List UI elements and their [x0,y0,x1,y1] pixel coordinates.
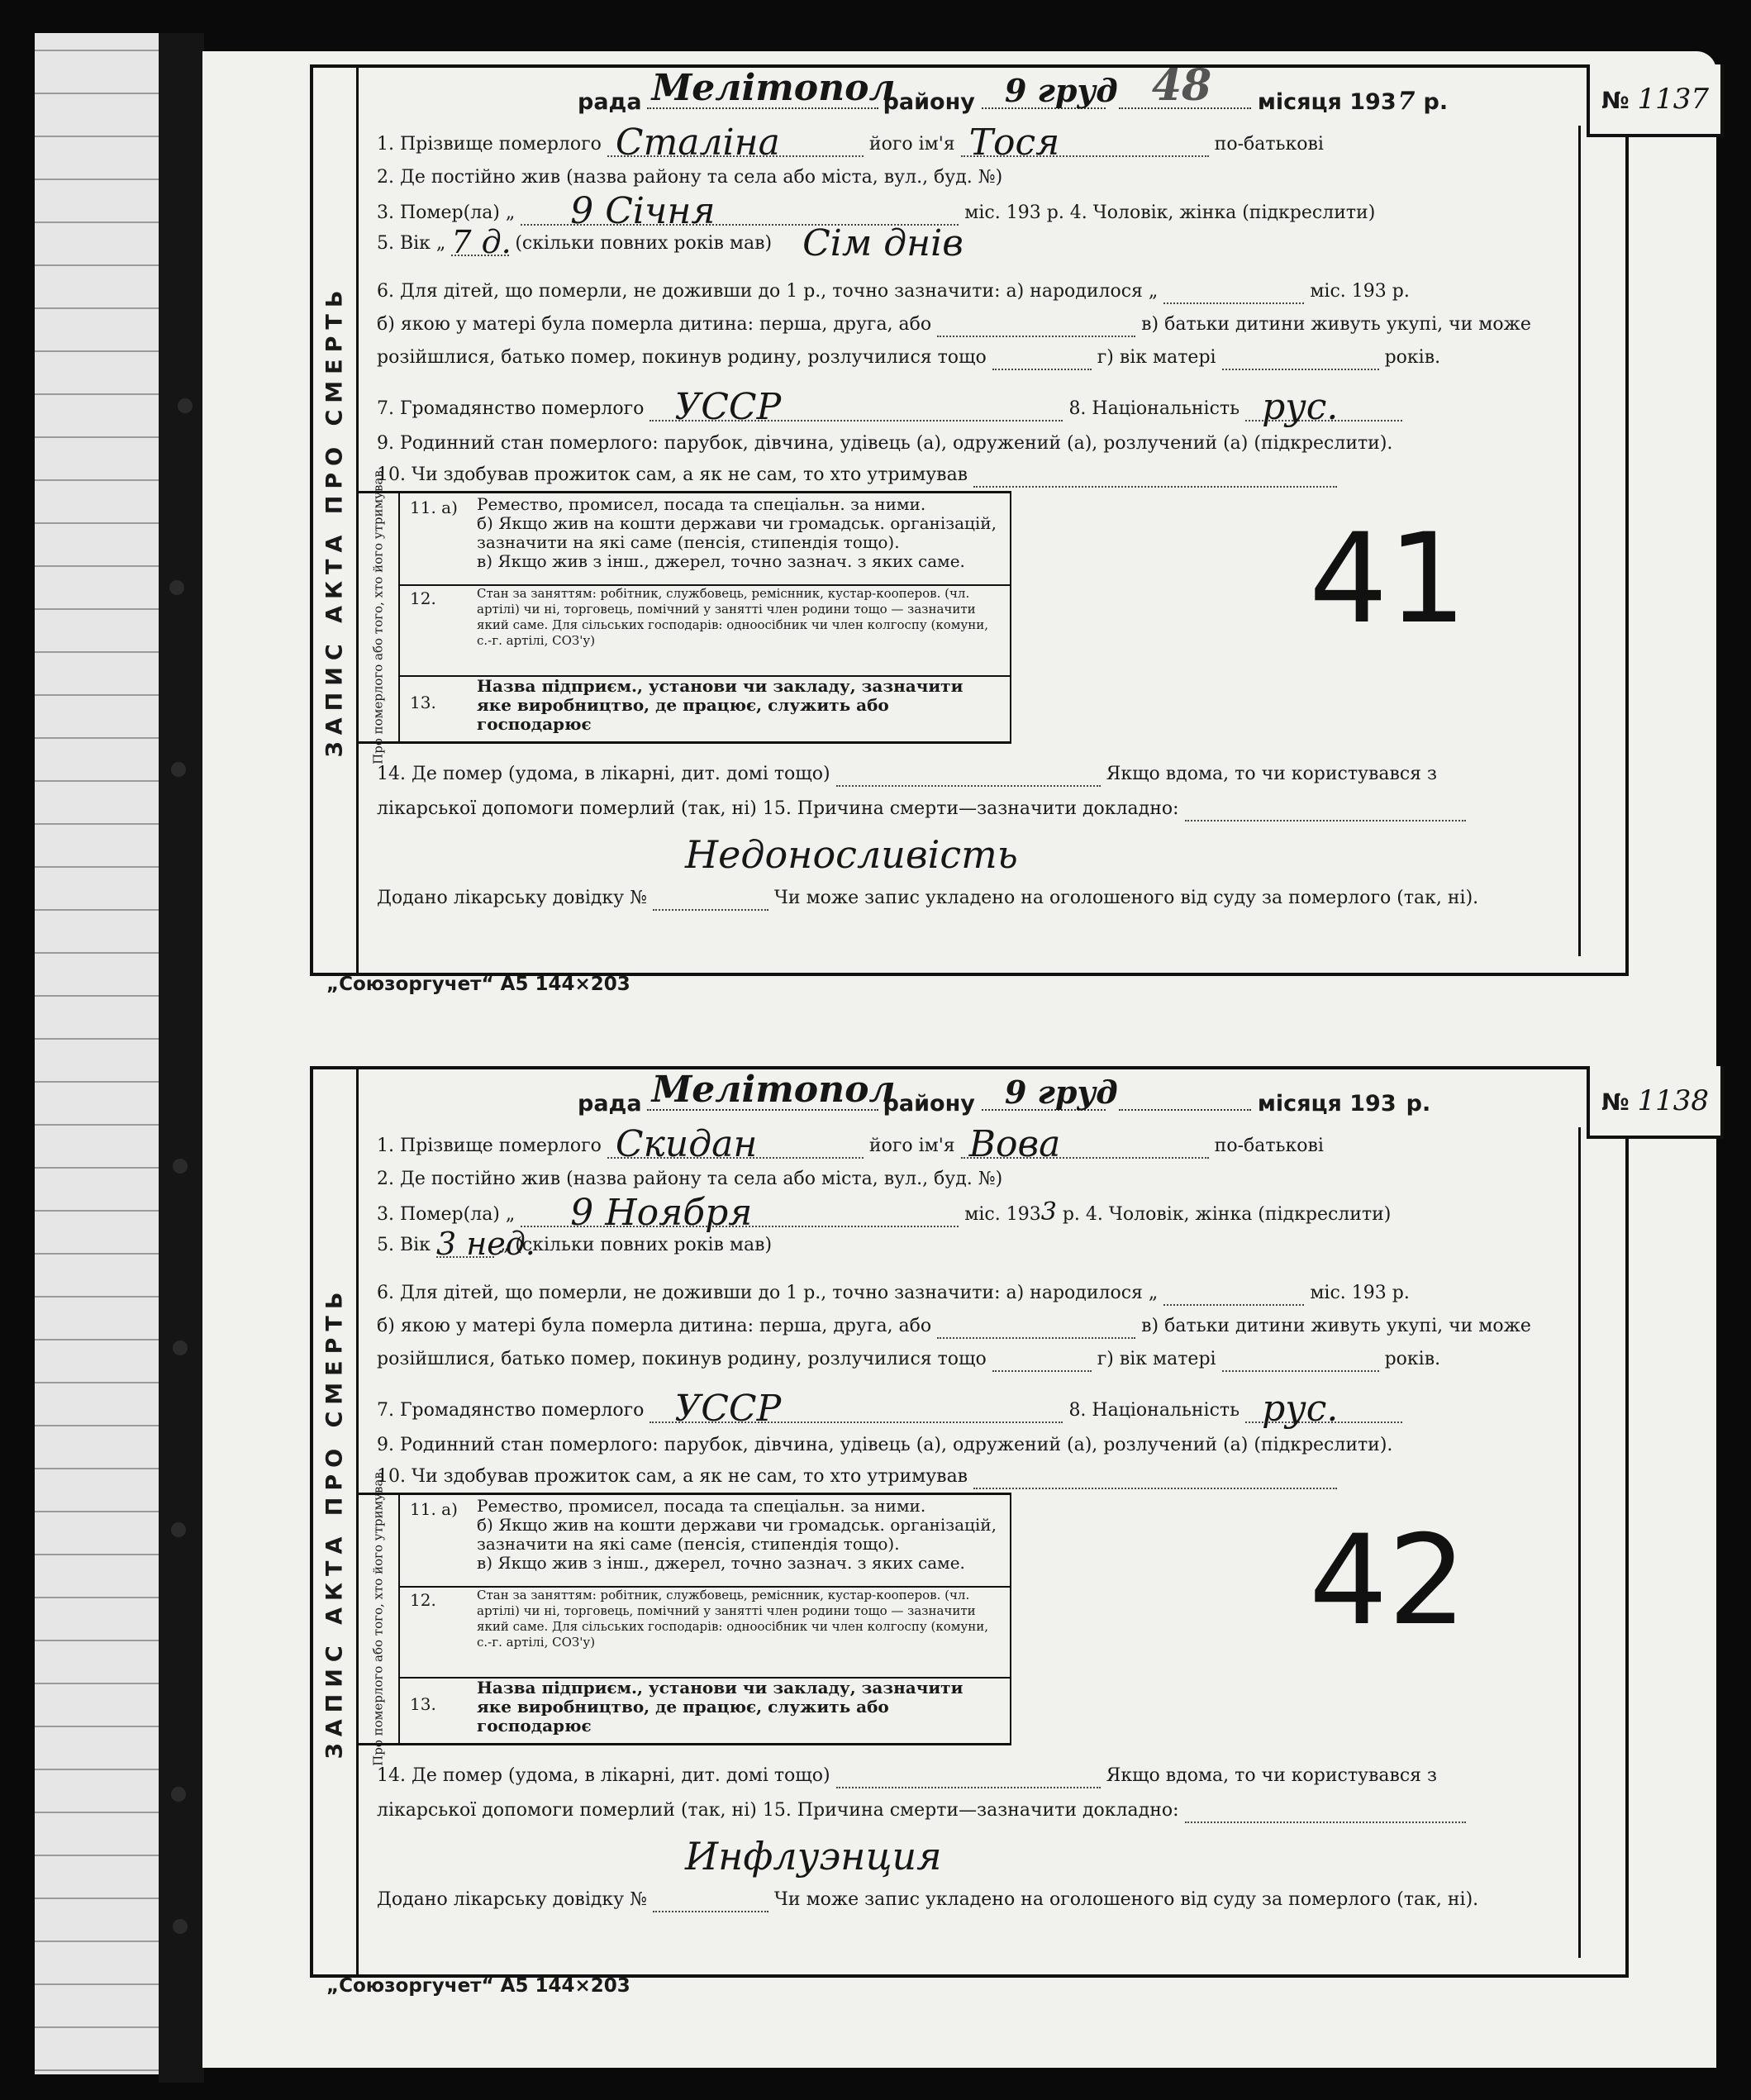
rada-label: рада [578,89,642,115]
place-of-death-field[interactable] [836,765,1101,787]
field-13-text: Назва підприєм., установи чи закладу, зазначити яке виробництво, де працює, служить або господарює [477,676,964,734]
infant-birth-field[interactable] [1163,1284,1304,1306]
surname-field[interactable] [607,1123,864,1165]
home-care-label: Якщо вдома, то чи користувався з [1106,764,1438,784]
field-6a [377,1281,1562,1306]
r-label: р. [1423,89,1449,115]
infant-birth-end: міс. 193 р. [1310,1283,1410,1303]
register-entry-number: 42 [1309,1509,1467,1653]
residence-label: 2. Де постійно жив (назва району та села або міста, вул., буд. №) [377,1169,1003,1189]
patronymic-label: по-батькові [1214,1136,1324,1156]
occupation-side-label: Про померлого або того, хто його утримував [370,1472,386,1766]
ruled-line [35,780,159,782]
ruled-line [35,1210,159,1212]
punch-hole [173,1340,188,1355]
ruled-line [35,1597,159,1598]
birth-order-field[interactable] [937,316,1135,337]
nationality-field[interactable] [1245,1388,1402,1430]
raion-label: району [883,89,975,115]
age-extra-value: Сім днів [802,222,964,264]
surname-value: Скидан [615,1123,758,1165]
form-body [356,121,1581,956]
field-7 [377,1388,1562,1430]
ruled-line [35,522,159,524]
field-12 [398,1586,1010,1679]
field-13-text: Назва підприєм., установи чи закладу, зазначити яке виробництво, де працює, служить або господарює [477,1678,964,1736]
infant-birth-field[interactable] [1163,283,1304,304]
citizenship-field[interactable] [649,1388,1063,1430]
ruled-line [35,608,159,610]
ruled-line [35,1468,159,1469]
nationality-field[interactable] [1245,386,1402,428]
ruled-line [35,1855,159,1856]
nationality-value: рус. [1262,1388,1339,1430]
marital-label: 9. Родинний стан померлого: парубок, дівчина, удівець (а), одружений (а), розлучений (а) (підкреслити). [377,1435,1393,1455]
ruled-line [35,350,159,352]
field-13-number: 13. [410,693,436,712]
field-6a [377,279,1562,304]
cause-of-death-value: Недоносливість [685,832,1018,877]
death-date-value: 9 Січня [570,190,716,232]
ruled-line [35,823,159,825]
ruled-line [35,1683,159,1684]
age-field[interactable] [435,1226,535,1262]
ruled-line [35,2026,159,2028]
residence-label: 2. Де постійно жив (назва району та села або міста, вул., буд. №) [377,167,1003,188]
ruled-line [35,1038,159,1040]
year-value: 7 [1397,87,1416,116]
death-record-form [310,1066,1629,1978]
age-field[interactable] [451,224,512,260]
ruled-line [35,909,159,911]
record-number-label: № [1601,87,1630,114]
certificate-label: Додано лікарську довідку № [377,1889,647,1910]
nationality-label: 8. Національність [1068,398,1240,419]
citizenship-label: 7. Громадянство померлого [377,1400,645,1421]
record-number-value: 1137 [1637,83,1709,116]
surname-value: Сталіна [615,121,780,164]
raion-field[interactable] [982,72,1118,109]
punch-hole [171,762,186,777]
support-field[interactable] [973,1468,1337,1489]
form-header [578,60,1449,116]
ruled-line [35,221,159,223]
death-date-label: 3. Помер(ла) „ [377,1204,516,1225]
nationality-value: рус. [1262,386,1339,428]
ruled-line [35,1554,159,1555]
mother-age-field[interactable] [1222,1350,1379,1372]
field-6c [377,1347,1562,1372]
death-date-label: 3. Помер(ла) „ [377,202,516,223]
field-3 [377,190,1562,232]
field-12-number: 12. [410,1590,436,1610]
cause-label: лікарської допомоги померлий (так, ні) 15. Причина смерти—зазначити докладно: [377,1800,1179,1821]
record-number-box [1587,64,1724,137]
field-12-text: Стан за заняттям: робітник, службовець, реміснник, кустар-кооперов. (чл. артілі) чи ні, торговець, помічний у занятті член родини тощо — зазначити який саме. Для сільських господарів: одноосібник чи член колгоспу (комуни, с.-г. артілі, СОЗ'у) [477,1588,988,1650]
punch-hole [173,1159,188,1174]
parents-status-label: розійшлися, батько помер, покинув родину, розлучилися тощо [377,1349,987,1369]
citizenship-value: УССР [674,386,782,428]
field-11-number: 11. а) [410,1499,458,1519]
raion-field[interactable] [982,1074,1118,1111]
form-header [578,1069,1431,1117]
field-10 [377,463,1562,488]
ruled-line [35,1511,159,1512]
certificate-field[interactable] [653,889,768,911]
ruled-line [35,1253,159,1255]
age-note: (скільки повних років мав) [515,233,773,254]
record-number-value: 1138 [1637,1084,1709,1117]
field-5 [377,222,1562,264]
parents-status-field[interactable] [992,349,1092,370]
ruled-line [35,1167,159,1169]
binding-spine [159,33,204,2083]
field-13-number: 13. [410,1694,436,1714]
home-care-label: Якщо вдома, то чи користувався з [1106,1765,1438,1786]
field-10 [377,1464,1562,1489]
cause-label: лікарської допомоги померлий (так, ні) 15. Причина смерти—зазначити докладно: [377,798,1179,819]
ruled-line [35,1124,159,1126]
ruled-line [35,1382,159,1383]
month-label: місяця 193 [1257,89,1397,115]
surname-label: 1. Прізвище померлого [377,1136,602,1156]
field-12-number: 12. [410,588,436,608]
raion-label: району [883,1091,975,1117]
field-6b [377,1314,1562,1339]
ruled-line [35,1339,159,1340]
field-11-text: Ремество, промисел, посада та спеціальн. за ними. б) Якщо жив на кошти держави чи громадськ. організацій, зазначити на які саме (пенсія, стипендія тощо). в) Якщо жив з інш., джерел, точно зазнач. з яких саме. [477,1496,997,1573]
ruled-line [35,1726,159,1727]
punch-hole [169,580,184,595]
place-of-death-label: 14. Де помер (удома, в лікарні, дит. домі тощо) [377,1765,830,1786]
side-title-band [313,68,359,973]
field-11 [398,1495,1010,1588]
side-title: ЗАПИС АКТА ПРО СМЕРТЬ [321,283,348,757]
nationality-label: 8. Національність [1068,1400,1240,1421]
first-name-value: Тося [968,121,1060,164]
field-12 [398,584,1010,677]
day-value: 48 [1151,60,1212,111]
field-11-text: Ремество, промисел, посада та спеціальн. за ними. б) Якщо жив на кошти держави чи громадськ. організацій, зазначити на які саме (пенсія, стипендія тощо). в) Якщо жив з інш., джерел, точно зазнач. з яких саме. [477,494,997,571]
field-13 [398,1677,1010,1743]
first-name-field[interactable] [961,121,1209,164]
ruled-line [35,436,159,438]
ruled-line [35,1640,159,1641]
age-value: 7 д. [451,224,512,260]
occupation-side [359,1472,400,1766]
rada-field[interactable] [647,1069,896,1111]
footer-row [377,886,1562,911]
mother-age-unit: років. [1384,1349,1441,1369]
raion-value: 9 груд [1004,1074,1118,1111]
field-2 [377,1167,1562,1192]
ruled-line [35,93,159,94]
first-name-label: його ім'я [868,134,955,155]
death-date-value: 9 Ноября [570,1192,753,1234]
death-year-value: 3 [1040,1198,1057,1226]
infant-birth-end: міс. 193 р. [1310,281,1410,302]
mother-age-label: г) вік матері [1097,1349,1216,1369]
ruled-line [35,1983,159,1985]
ruled-line [35,179,159,180]
field-9 [377,431,1562,456]
ruled-line [35,50,159,51]
mother-age-field[interactable] [1222,349,1379,370]
ruled-line [35,866,159,868]
cause-line[interactable] [1185,800,1466,821]
death-date-field[interactable] [521,1192,959,1234]
age-extra-field [778,222,1059,264]
record-number-label: № [1601,1088,1630,1116]
rada-value: Мелітопол [651,1069,896,1111]
certificate-field[interactable] [653,1891,768,1912]
field-14 [377,762,1562,787]
field-15 [377,797,1562,821]
infant-birth-label: 6. Для дітей, що померли, не доживши до 1 р., точно зазначити: а) народилося „ [377,281,1159,302]
field-9 [377,1433,1562,1458]
parents-label: в) батьки дитини живуть укупі, чи може [1141,314,1531,335]
ruled-line [35,995,159,997]
parents-status-label: розійшлися, батько помер, покинув родину, розлучилися тощо [377,347,987,368]
field-1 [377,121,1562,164]
side-title: ЗАПИС АКТА ПРО СМЕРТЬ [321,1285,348,1759]
age-label: 5. Вік [377,1235,431,1255]
raion-value: 9 груд [1004,72,1118,109]
ruled-line [35,952,159,954]
ruled-line [35,1081,159,1083]
field-12-text: Стан за заняттям: робітник, службовець, реміснник, кустар-кооперов. (чл. артілі) чи ні, торговець, помічний у занятті член родини тощо — зазначити який саме. Для сільських господарів: одноосібник чи член колгоспу (комуни, с.-г. артілі, СОЗ'у) [477,586,988,648]
ruled-line [35,1296,159,1298]
field-15 [377,1798,1562,1823]
punch-hole [173,1919,188,1934]
age-note: „ (скільки повних років мав) [499,1235,773,1255]
occupation-side [359,470,400,764]
punch-hole [171,1787,186,1802]
field-1 [377,1123,1562,1165]
field-13 [398,675,1010,741]
r-label: р. [1406,1091,1431,1117]
ruled-line [35,694,159,696]
parents-label: в) батьки дитини живуть укупі, чи може [1141,1316,1531,1336]
cause-line[interactable] [1185,1802,1466,1823]
court-declared-label: Чи може запис укладено на оголошеного від суду за померлого (так, ні). [773,1889,1479,1910]
first-name-value: Вова [968,1123,1061,1165]
month-label: місяця 193 [1257,1091,1397,1117]
field-6b [377,312,1562,337]
cause-of-death-value: Инфлуэнция [685,1834,942,1879]
field-6c [377,345,1562,370]
death-record-form [310,60,1629,976]
first-name-label: його ім'я [868,1136,955,1156]
rada-value: Мелітопол [651,67,896,109]
form-body [356,1123,1581,1958]
day-field[interactable] [1119,1084,1251,1111]
court-declared-label: Чи може запис укладено на оголошеного від суду за померлого (так, ні). [773,888,1479,908]
age-extra-field [778,1238,1059,1258]
ruled-line [35,1940,159,1942]
support-field[interactable] [973,466,1337,488]
citizenship-label: 7. Громадянство померлого [377,398,645,419]
death-year-label: міс. 193 [964,1204,1041,1225]
sex-label: р. 4. Чоловік, жінка (підкреслити) [1046,202,1376,223]
printer-imprint: „Союзоргучет“ А5 144×203 [326,974,630,995]
ruled-line [35,1898,159,1899]
place-of-death-field[interactable] [836,1767,1101,1788]
citizenship-value: УССР [674,1388,782,1430]
ruled-line [35,264,159,266]
side-title-band [313,1069,359,1974]
parents-status-field[interactable] [992,1350,1092,1372]
printer-imprint: „Союзоргучет“ А5 144×203 [326,1975,630,1997]
first-name-field[interactable] [961,1123,1209,1165]
register-entry-number: 41 [1309,507,1467,651]
ruled-line [35,651,159,653]
birth-order-label: б) якою у матері була померла дитина: перша, друга, або [377,1316,932,1336]
support-label: 10. Чи здобував прожиток сам, а як не сам, то хто утримував [377,464,968,485]
field-11-number: 11. а) [410,498,458,517]
ruled-line [35,565,159,567]
death-year-label: міс. 193 [964,202,1041,223]
surname-label: 1. Прізвище померлого [377,134,602,155]
birth-order-field[interactable] [937,1317,1135,1339]
age-label: 5. Вік „ [377,233,446,254]
certificate-label: Додано лікарську довідку № [377,888,647,908]
surname-field[interactable] [607,121,864,164]
citizenship-field[interactable] [649,386,1063,428]
ruled-line [35,307,159,309]
field-3 [377,1192,1562,1234]
ruled-line [35,1769,159,1770]
punch-hole [171,1522,186,1537]
ruled-line [35,393,159,395]
punch-hole [178,398,193,413]
field-5 [377,1226,1562,1262]
ruled-line [35,1812,159,1813]
footer-row [377,1888,1562,1912]
field-14 [377,1764,1562,1788]
infant-birth-label: 6. Для дітей, що померли, не доживши до 1 р., точно зазначити: а) народилося „ [377,1283,1159,1303]
sex-label: р. 4. Чоловік, жінка (підкреслити) [1062,1204,1392,1225]
place-of-death-label: 14. Де помер (удома, в лікарні, дит. домі тощо) [377,764,830,784]
ruled-line [35,1425,159,1426]
record-number-box [1587,1066,1724,1139]
mother-age-label: г) вік матері [1097,347,1216,368]
field-11 [398,493,1010,586]
occupation-side-label: Про померлого або того, хто його утримував [370,470,386,764]
field-7 [377,386,1562,428]
age-value: 3 нед. [435,1226,535,1262]
ruled-line [35,479,159,481]
rada-label: рада [578,1091,642,1117]
ruled-line [35,737,159,739]
mother-age-unit: років. [1384,347,1441,368]
support-label: 10. Чи здобував прожиток сам, а як не сам, то хто утримував [377,1466,968,1487]
rada-field[interactable] [647,67,896,109]
patronymic-label: по-батькові [1214,134,1324,155]
adjacent-page-strip [35,33,159,2074]
ruled-line [35,2069,159,2071]
marital-label: 9. Родинний стан померлого: парубок, дівчина, удівець (а), одружений (а), розлучений (а) (підкреслити). [377,433,1393,454]
ruled-line [35,136,159,137]
birth-order-label: б) якою у матері була померла дитина: перша, друга, або [377,314,932,335]
day-field[interactable] [1119,60,1251,111]
field-2 [377,165,1562,190]
